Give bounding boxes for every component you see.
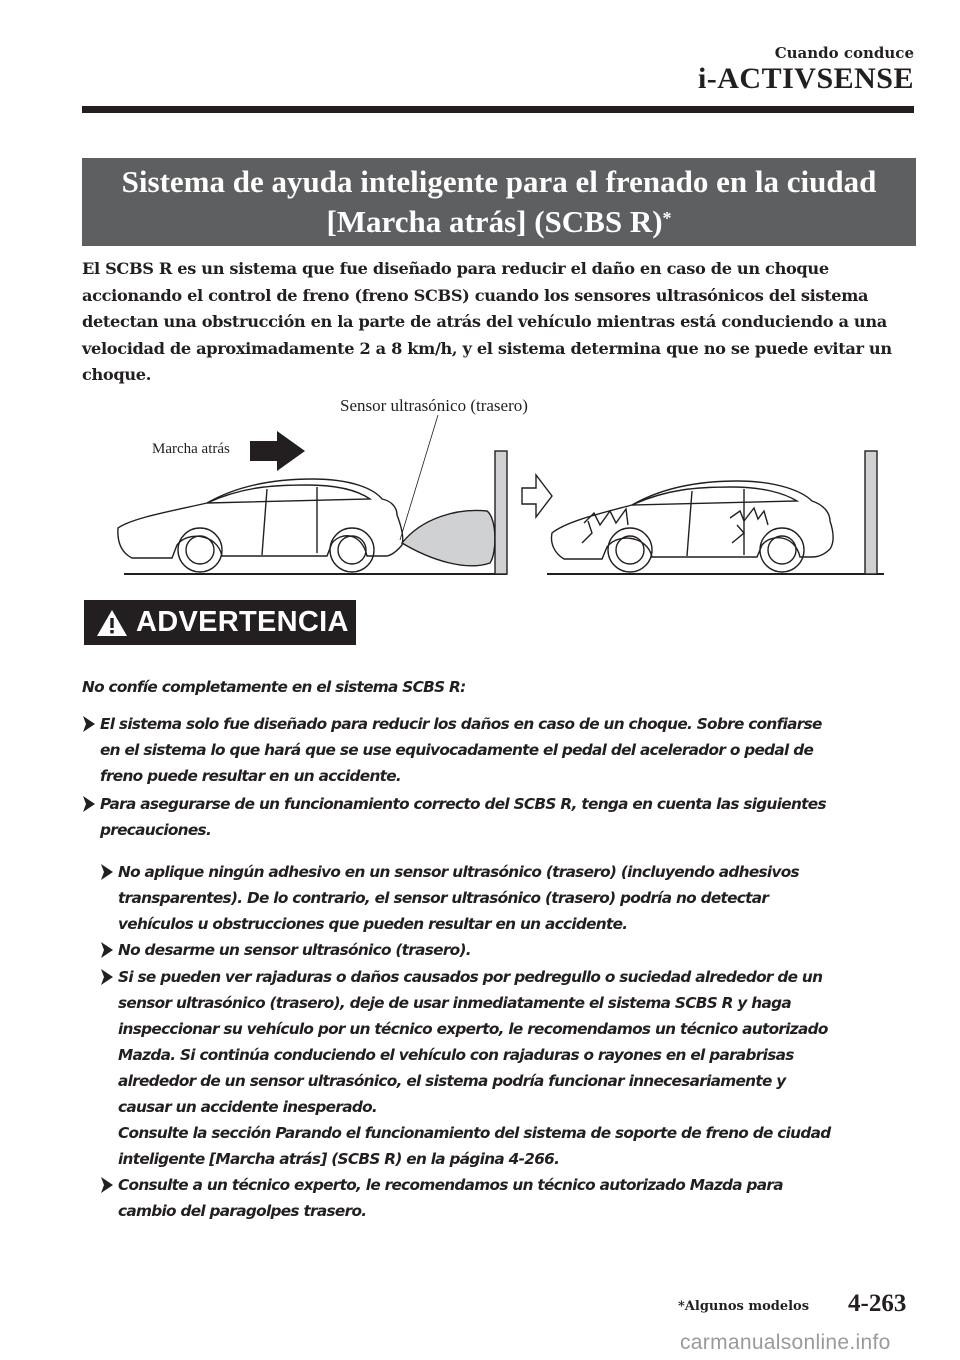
page-number: 4-263: [848, 1290, 907, 1317]
section-subtitle: Cuando conduce: [774, 44, 914, 62]
header-rule: [82, 106, 914, 113]
reverse-label: Marcha atrás: [152, 441, 230, 457]
bullet-arrow-icon: [100, 940, 114, 960]
intro-line: accionando el control de freno (freno SCBS) cuando los sensores ultrasónicos del sistema: [82, 285, 869, 305]
warning-sub-bullet: Consulte a un técnico experto, le recomendamos un técnico autorizado Mazda para cambio del paragolpes trasero.: [100, 1172, 920, 1224]
warning-triangle-icon: [96, 608, 128, 638]
warning-sub-bullet: No desarme un sensor ultrasónico (trasero).: [100, 937, 920, 963]
warning-badge: [84, 600, 356, 645]
warning-badge-label: ADVERTENCIA: [136, 606, 349, 638]
warning-sub-bullet: Si se pueden ver rajaduras o daños causados por pedregullo o suciedad alrededor de un sensor ultrasónico (trasero), deje de usar inmediatamente el sistema SCBS R y haga inspeccionar su vehículo por un técnico experto, le recomendamos un técnico autorizado Mazda. Si continúa conduciendo el vehículo con rajaduras o rayones en el parabrisas alrededor de un sensor ultrasónico, el sistema podría funcionar innecesariamente y causar un accidente inesperado. Consulte la sección Parando el funcionamiento del sistema de soporte de freno de ciudad inteligente [Marcha atrás] (SCBS R) en la página 4-266.: [100, 964, 920, 1172]
watermark-link[interactable]: carmanualsonline.info: [680, 1331, 891, 1354]
intro-line: velocidad de aproximadamente 2 a 8 km/h, y el sistema determina que no se puede evitar un: [82, 338, 892, 358]
bullet-arrow-icon: [82, 714, 96, 734]
intro-line: choque.: [82, 365, 151, 384]
bullet-arrow-icon: [100, 862, 114, 882]
footnote-marker: *: [662, 208, 672, 228]
page-title: [82, 158, 916, 246]
scbs-r-illustration: [112, 393, 886, 579]
intro-line: detectan una obstrucción en la parte de atrás del vehículo mientras está conduciendo a una: [82, 312, 887, 331]
sensor-label: Sensor ultrasónico (trasero): [340, 396, 528, 415]
bullet-arrow-icon: [100, 967, 114, 987]
title-line-1: Sistema de ayuda inteligente para el frenado en la ciudad: [121, 164, 877, 199]
intro-line: El SCBS R es un sistema que fue diseñado para reducir el daño en caso de un choque: [82, 259, 829, 278]
car-diagram-icon: [112, 393, 886, 579]
section-title: i-ACTIVSENSE: [697, 62, 914, 95]
warning-bullet: Para asegurarse de un funcionamiento correcto del SCBS R, tenga en cuenta las siguientes precauciones.: [82, 791, 912, 843]
warning-bullet: El sistema solo fue diseñado para reducir los daños en caso de un choque. Sobre confiarse en el sistema lo que hará que se use equivocadamente el pedal del acelerador o pedal de freno puede resultar en un accidente.: [82, 711, 912, 789]
bullet-arrow-icon: [82, 794, 96, 814]
title-line-2: [Marcha atrás] (SCBS R)*: [326, 204, 672, 239]
bullet-arrow-icon: [100, 1175, 114, 1195]
warning-sub-bullet: No aplique ningún adhesivo en un sensor ultrasónico (trasero) (incluyendo adhesivos transparentes). De lo contrario, el sensor ultrasónico (trasero) podría no detectar vehículos u obstrucciones que pueden resultar en un accidente.: [100, 859, 920, 937]
intro-paragraph: [82, 256, 922, 389]
footnote-some-models: *Algunos modelos: [678, 1299, 810, 1314]
warning-heading: No confíe completamente en el sistema SCBS R:: [82, 678, 466, 696]
